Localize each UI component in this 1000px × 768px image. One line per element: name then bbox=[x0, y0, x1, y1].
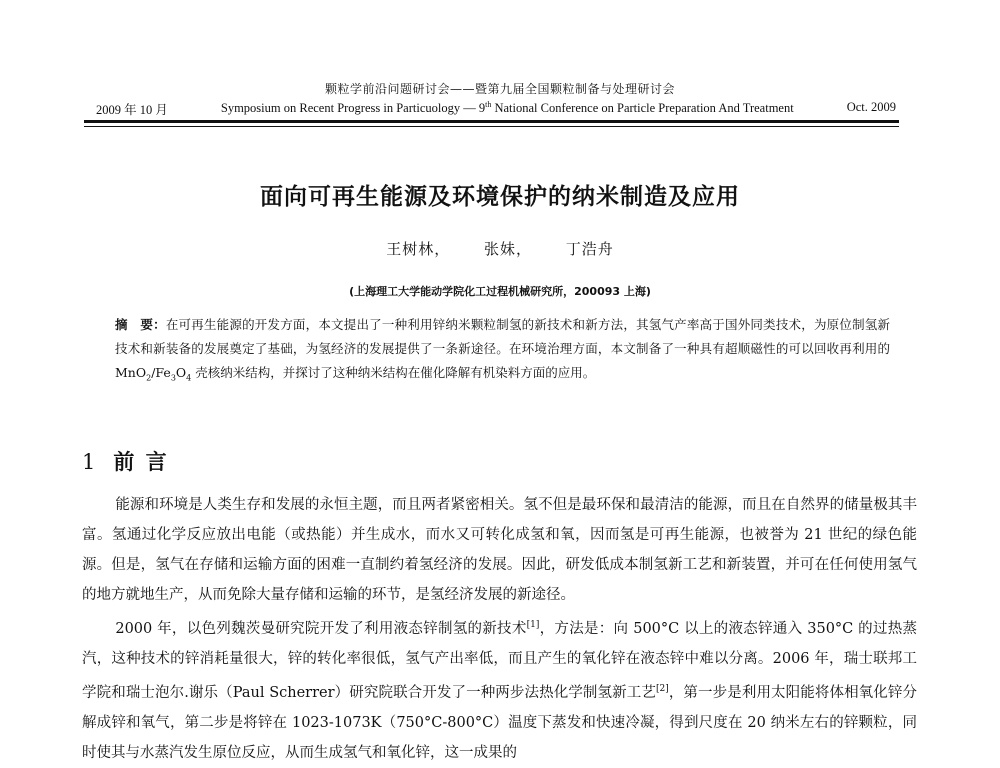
running-header bbox=[96, 100, 896, 118]
affiliation: (上海理工大学能动学院化工过程机械研究所，200093 上海) bbox=[349, 285, 651, 298]
author-2: 张妹， bbox=[483, 240, 532, 258]
paragraph-2: 2000 年，以色列魏茨曼研究院开发了利用液态锌制氢的新技术[1]，方法是：向 500°C 以上的液态锌通入 350°C 的过热蒸汽，这种技术的锌消耗量很大，锌的转化率很低，氢气产出率低，而且产生的氧化锌在液态锌中难以分离。2006 年，瑞士联邦工学院和瑞士泡尔.谢乐（Paul Scherrer）研究院联合开发了一种两步法热化学制氢新工艺[2]，第一步是利用太阳能将体相氧化锌分解成锌和氧气，第二步是将锌在 1023-1073K（750°C-800°C）温度下蒸发和快速冷凝，得到尺度在 20 纳米左右的锌颗粒，同时使其与水蒸汽发生原位反应，从而生成氢气和氧化锌，这一成果的 bbox=[82, 620, 918, 761]
author-list bbox=[0, 238, 1000, 259]
body-text bbox=[82, 490, 917, 768]
citation-2: [2] bbox=[655, 683, 669, 694]
header-rule-thick bbox=[84, 120, 899, 123]
conference-title-cn: 颗粒学前沿问题研讨会——暨第九届全国颗粒制备与处理研讨会 bbox=[324, 82, 675, 96]
header-symposium-en: Symposium on Recent Progress in Particuology — 9th National Conference on Particle Preparation And Treatment bbox=[220, 100, 794, 116]
header-date-cn: 2009 年 10 月 bbox=[96, 103, 168, 117]
paragraph-1: 能源和环境是人类生存和发展的永恒主题，而且两者紧密相关。氢不但是最环保和最清洁的能源，而且在自然界的储量极其丰富。氢通过化学反应放出电能（或热能）并生成水，而水又可转化成氢和氧，因而氢是可再生能源，也被誉为 21 世纪的绿色能源。但是，氢气在存储和运输方面的困难一直制约着氢经济的发展。因此，研发低成本制氢新工艺和新装置，并可在任何使用氢气的地方就地生产，从而免除大量存储和运输的环节，是氢经济发展的新途径。 bbox=[82, 497, 917, 603]
author-3: 丁浩舟 bbox=[565, 240, 614, 258]
abstract: 摘 要：在可再生能源的开发方面，本文提出了一种利用锌纳米颗粒制氢的新技术和新方法，其氢气产率高于国外同类技术，为原位制氢新技术和新装备的发展奠定了基础，为氢经济的发展提供了一条新途径。在环境治理方面，本文制备了一种具有超顺磁性的可以回收再利用的 $MnO_2/Fe_3O_4$ 壳核纳米结构，并探讨了这种纳米结构在催化降解有机染料方面的应用。 bbox=[115, 317, 890, 383]
paper-title: 面向可再生能源及环境保护的纳米制造及应用 bbox=[260, 184, 740, 210]
section-title: 前 言 bbox=[113, 449, 169, 474]
abstract-label: 摘 要： bbox=[115, 317, 166, 332]
section-heading-introduction bbox=[82, 446, 169, 476]
author-1: 王树林， bbox=[386, 240, 451, 258]
citation-1: [1] bbox=[526, 620, 540, 630]
header-date-en: Oct. 2009 bbox=[846, 100, 896, 114]
section-number: 1 bbox=[82, 450, 98, 474]
header-rule-thin bbox=[84, 126, 899, 127]
